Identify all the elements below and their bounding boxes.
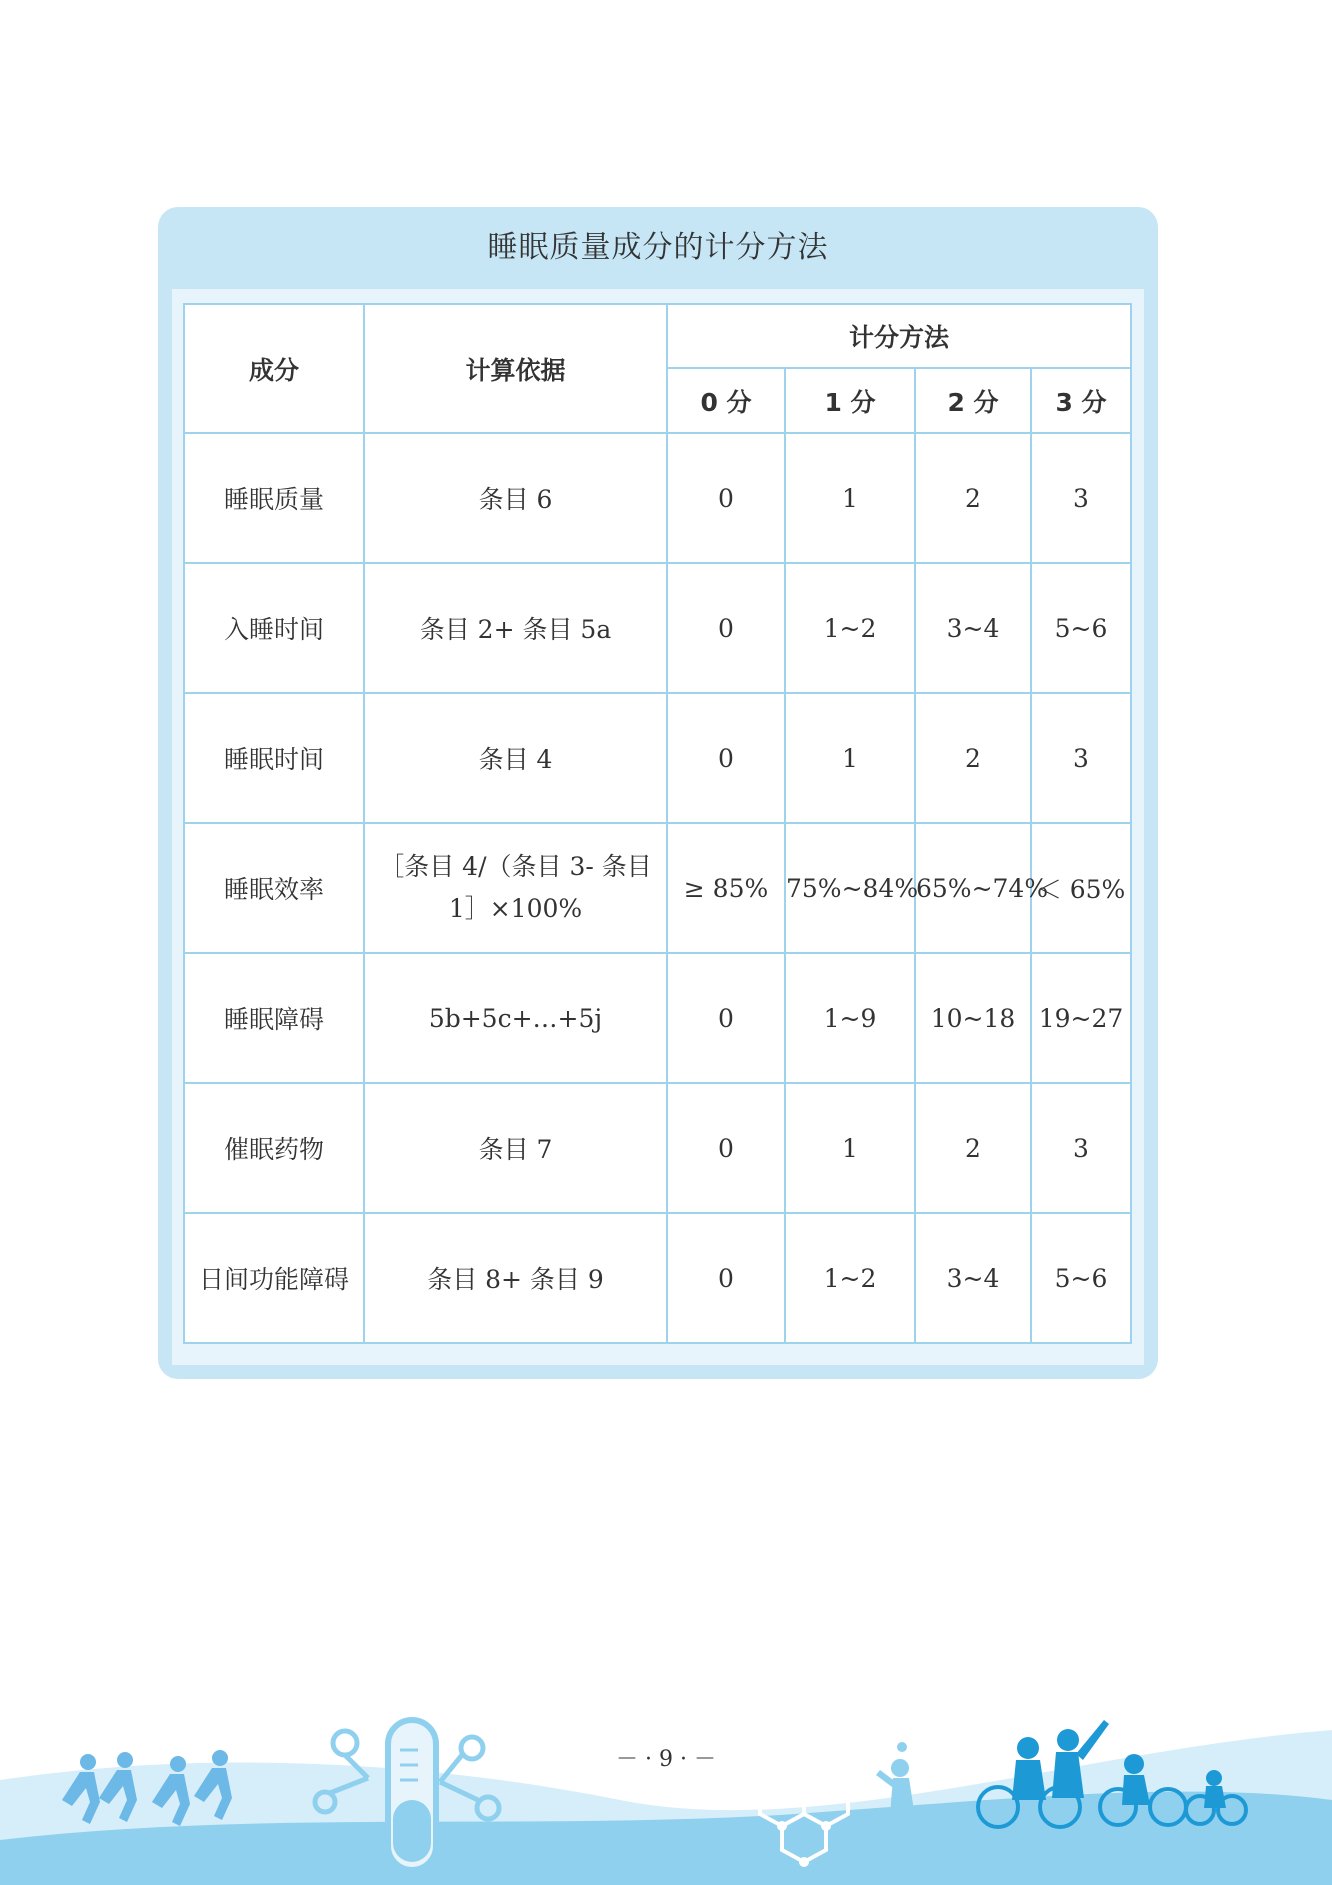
cell-score-1: 1~2	[785, 563, 915, 693]
cell-score-1: 1	[785, 433, 915, 563]
cell-basis: ［条目 4/（条目 3- 条目 1］×100%	[364, 823, 667, 953]
cell-component: 睡眠时间	[184, 693, 364, 823]
table-row	[184, 563, 1131, 693]
page-number: － · 9 · －	[616, 1747, 716, 1772]
table-row	[184, 433, 1131, 563]
header-row	[184, 304, 1131, 368]
cell-basis: 条目 7	[364, 1083, 667, 1213]
header-score-2: 2 分	[915, 368, 1031, 433]
cell-score-2: 2	[915, 1083, 1031, 1213]
cell-score-2: 2	[915, 433, 1031, 563]
table-row	[184, 1083, 1131, 1213]
cell-score-1: 1~2	[785, 1213, 915, 1343]
cell-score-0: 0	[667, 693, 785, 823]
cell-score-2: 3~4	[915, 563, 1031, 693]
cell-score-2: 2	[915, 693, 1031, 823]
table-row	[184, 693, 1131, 823]
cell-component: 入睡时间	[184, 563, 364, 693]
cell-score-0: 0	[667, 563, 785, 693]
header-method: 计分方法	[667, 304, 1131, 368]
cell-score-1: 75%~84%	[785, 823, 915, 953]
cell-score-3: ＜ 65%	[1031, 823, 1131, 953]
scoring-table	[183, 303, 1132, 1344]
header-basis: 计算依据	[364, 304, 667, 433]
cell-basis: 条目 2+ 条目 5a	[364, 563, 667, 693]
cell-score-3: 5~6	[1031, 563, 1131, 693]
cell-basis: 条目 8+ 条目 9	[364, 1213, 667, 1343]
cell-score-0: 0	[667, 1083, 785, 1213]
header-score-1: 1 分	[785, 368, 915, 433]
footer-decoration	[0, 1690, 1332, 1885]
cell-score-3: 19~27	[1031, 953, 1131, 1083]
table-row	[184, 953, 1131, 1083]
cell-score-3: 3	[1031, 1083, 1131, 1213]
cell-component: 催眠药物	[184, 1083, 364, 1213]
panel-title: 睡眠质量成分的计分方法	[487, 230, 829, 265]
cell-component: 睡眠障碍	[184, 953, 364, 1083]
cell-score-1: 1	[785, 1083, 915, 1213]
cell-score-2: 10~18	[915, 953, 1031, 1083]
cell-score-0: 0	[667, 1213, 785, 1343]
cell-component: 睡眠质量	[184, 433, 364, 563]
table-row	[184, 1213, 1131, 1343]
cell-basis: 条目 6	[364, 433, 667, 563]
cell-component: 睡眠效率	[184, 823, 364, 953]
header-score-3: 3 分	[1031, 368, 1131, 433]
cell-score-1: 1~9	[785, 953, 915, 1083]
cell-score-3: 3	[1031, 693, 1131, 823]
cell-score-3: 3	[1031, 433, 1131, 563]
header-component: 成分	[184, 304, 364, 433]
cell-score-2: 3~4	[915, 1213, 1031, 1343]
cell-score-3: 5~6	[1031, 1213, 1131, 1343]
cell-score-0: 0	[667, 433, 785, 563]
cell-score-1: 1	[785, 693, 915, 823]
cell-score-2: 65%~74%	[915, 823, 1031, 953]
table-row	[184, 823, 1131, 953]
cell-component: 日间功能障碍	[184, 1213, 364, 1343]
cell-score-0: 0	[667, 953, 785, 1083]
header-score-0: 0 分	[667, 368, 785, 433]
cell-score-0: ≥ 85%	[667, 823, 785, 953]
cell-basis: 5b+5c+…+5j	[364, 953, 667, 1083]
cell-basis: 条目 4	[364, 693, 667, 823]
